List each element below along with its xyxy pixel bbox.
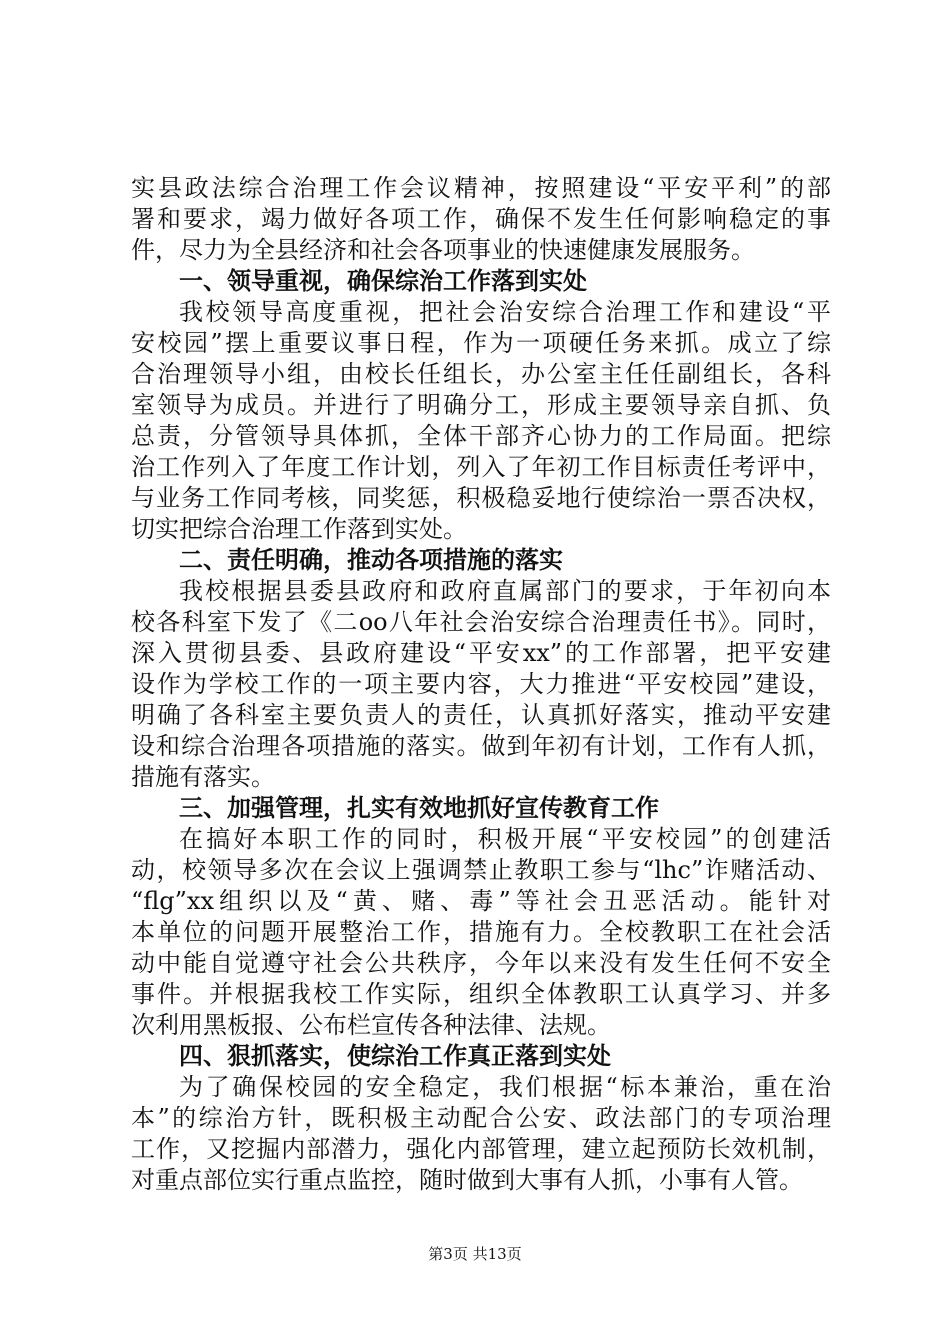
text-line: 深入贯彻县委、县政府建设“平安xx”的工作部署，把平安建 — [131, 639, 831, 667]
page-footer: 第3页 共13页 — [428, 1245, 522, 1263]
paragraph — [131, 1072, 831, 1196]
text-line: 为了确保校园的安全稳定，我们根据“标本兼治，重在治 — [179, 1073, 831, 1101]
text-line: 安校园”摆上重要议事日程，作为一项硬任务来抓。成立了综 — [131, 329, 831, 357]
document-body — [131, 173, 831, 1196]
text-line: 合治理领导小组，由校长任组长，办公室主任任副组长，各科 — [131, 360, 831, 388]
heading-text: 三、加强管理，扎实有效地抓好宣传教育工作 — [179, 794, 659, 822]
text-line: 治工作列入了年度工作计划，列入了年初工作目标责任考评中， — [131, 453, 831, 481]
text-line: 设作为学校工作的一项主要内容，大力推进“平安校园”建设， — [131, 670, 831, 698]
paragraph — [131, 173, 831, 266]
section-heading — [131, 793, 831, 824]
text-line: 事件。并根据我校工作实际，组织全体教职工认真学习、并多 — [131, 980, 831, 1008]
paragraph — [131, 576, 831, 793]
paragraph — [131, 824, 831, 1041]
section-heading — [131, 1041, 831, 1072]
text-line: 我校根据县委县政府和政府直属部门的要求，于年初向本 — [179, 577, 831, 605]
text-line: 工作，又挖掘内部潜力，强化内部管理，建立起预防长效机制， — [131, 1135, 831, 1163]
text-line: 动中能自觉遵守社会公共秩序，今年以来没有发生任何不安全 — [131, 949, 831, 977]
text-line: 明确了各科室主要负责人的责任，认真抓好落实，推动平安建 — [131, 701, 831, 729]
text-line: 对重点部位实行重点监控，随时做到大事有人抓，小事有人管。 — [131, 1166, 803, 1194]
text-line: 实县政法综合治理工作会议精神，按照建设“平安平利”的部 — [131, 174, 831, 202]
text-line: 动，校领导多次在会议上强调禁止教职工参与“lhc”诈赌活动、 — [131, 856, 831, 884]
text-line: 本”的综治方针，既积极主动配合公安、政法部门的专项治理 — [131, 1104, 831, 1132]
text-line: 署和要求，竭力做好各项工作，确保不发生任何影响稳定的事 — [131, 205, 831, 233]
text-line: 室领导为成员。并进行了明确分工，形成主要领导亲自抓、负 — [131, 391, 831, 419]
heading-text: 四、狠抓落实，使综治工作真正落到实处 — [179, 1042, 611, 1070]
text-line: 切实把综合治理工作落到实处。 — [131, 515, 467, 543]
text-line: 件，尽力为全县经济和社会各项事业的快速健康发展服务。 — [131, 236, 755, 264]
heading-text: 一、领导重视，确保综治工作落到实处 — [179, 267, 587, 295]
text-line: 总责，分管领导具体抓，全体干部齐心协力的工作局面。把综 — [131, 422, 831, 450]
text-line: 设和综合治理各项措施的落实。做到年初有计划，工作有人抓， — [131, 732, 831, 760]
text-line: 措施有落实。 — [131, 763, 275, 791]
text-line: 校各科室下发了《二oo八年社会治安综合治理责任书》。同时， — [131, 608, 831, 636]
text-line: 与业务工作同考核，同奖惩，积极稳妥地行使综治一票否决权， — [131, 484, 831, 512]
text-line: “flg”xx组织以及“黄、赌、毒”等社会丑恶活动。能针对 — [131, 887, 831, 915]
text-line: 我校领导高度重视，把社会治安综合治理工作和建设“平 — [179, 298, 831, 326]
text-line: 次利用黑板报、公布栏宣传各种法律、法规。 — [131, 1011, 611, 1039]
text-line: 在搞好本职工作的同时，积极开展“平安校园”的创建活 — [179, 825, 831, 853]
heading-text: 二、责任明确，推动各项措施的落实 — [179, 546, 563, 574]
text-line: 本单位的问题开展整治工作，措施有力。全校教职工在社会活 — [131, 918, 831, 946]
paragraph — [131, 297, 831, 545]
section-heading — [131, 266, 831, 297]
section-heading — [131, 545, 831, 576]
